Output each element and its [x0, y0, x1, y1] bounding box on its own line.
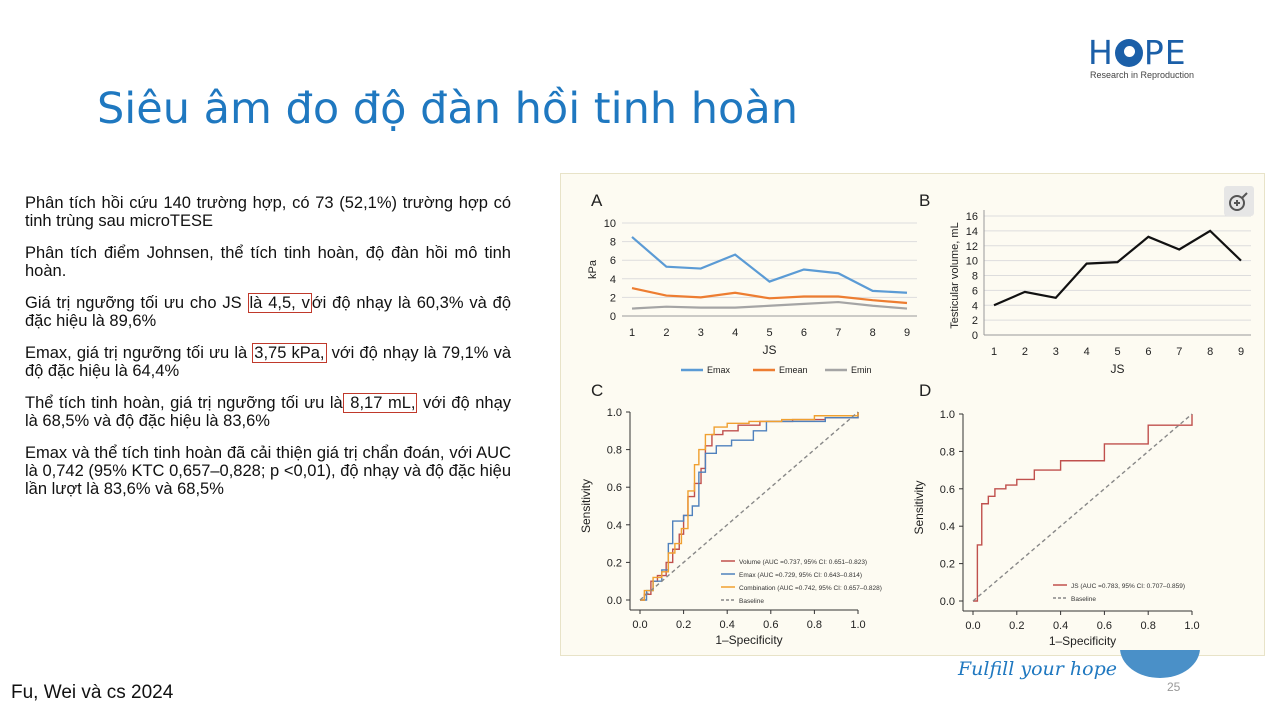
y-tick-label: 6 — [971, 285, 978, 298]
body-paragraph-2: Phân tích điểm Johnsen, thể tích tinh hoàn, độ đàn hồi mô tinh hoàn. — [25, 244, 511, 280]
x-tick-label: 0.0 — [965, 620, 981, 632]
x-tick-label: 2 — [663, 327, 670, 339]
text-segment: Emax, giá trị ngưỡng tối ưu là — [25, 344, 253, 362]
x-tick-label: 0.4 — [719, 619, 735, 631]
y-tick-label: 4 — [971, 300, 978, 313]
x-tick-label: 5 — [1114, 346, 1121, 358]
highlight-box: là 4,5, v — [249, 294, 310, 312]
zoom-button[interactable] — [1224, 186, 1254, 216]
y-tick-label: 0.2 — [606, 557, 622, 570]
legend-label: Emin — [851, 365, 872, 375]
x-tick-label: 0.6 — [1096, 620, 1113, 632]
y-tick-label: 16 — [965, 211, 978, 223]
zoom-in-icon — [1224, 186, 1254, 216]
x-axis-label: JS — [762, 343, 777, 357]
y-tick-label: 0.2 — [939, 558, 955, 571]
y-tick-label: 0.0 — [606, 595, 622, 607]
panel-label: B — [919, 191, 931, 210]
y-tick-label: 0 — [971, 330, 978, 342]
x-tick-label: 2 — [1021, 346, 1028, 358]
x-tick-label: 6 — [1145, 346, 1152, 358]
text-segment: Giá trị ngưỡng tối ưu cho JS — [25, 294, 248, 312]
logo-eye-icon — [1115, 39, 1143, 67]
y-tick-label: 2 — [971, 315, 978, 328]
slide-body — [25, 194, 511, 512]
page-number: 25 — [1167, 680, 1181, 694]
y-tick-label: 10 — [603, 218, 616, 230]
x-tick-label: 5 — [766, 327, 773, 339]
y-axis-label: Sensitivity — [912, 480, 926, 535]
roc-curve — [973, 414, 1192, 601]
panel-label: D — [919, 381, 932, 400]
y-tick-label: 0.0 — [939, 596, 955, 608]
figure-charts — [561, 174, 1264, 655]
y-tick-label: 0 — [609, 311, 616, 323]
figure-panel — [560, 173, 1265, 656]
y-tick-label: 8 — [971, 270, 978, 283]
y-axis-label: Sensitivity — [579, 478, 593, 534]
x-tick-label: 1 — [990, 346, 998, 358]
series-line-volume — [994, 231, 1241, 305]
panel-label: A — [591, 191, 603, 210]
x-tick-label: 3 — [697, 327, 704, 339]
body-paragraph-5 — [25, 394, 511, 430]
logo-swoosh — [1120, 650, 1200, 680]
body-paragraph-6: Emax và thể tích tinh hoàn đã cải thiện giá trị chẩn đoán, với AUC là 0,742 (95% KTC 0,657–0,828; p <0,01), độ nhạy và độ đặc hiệu lần lượt là 83,6% và 68,5% — [25, 444, 511, 498]
x-axis-label: 1–Specificity — [1048, 634, 1117, 648]
hope-logo — [1088, 33, 1208, 84]
x-tick-label: 9 — [1237, 346, 1245, 358]
highlight-box: 3,75 kPa, — [254, 344, 325, 362]
x-tick-label: 6 — [800, 327, 807, 339]
y-tick-label: 12 — [965, 240, 978, 253]
x-tick-label: 4 — [1083, 346, 1090, 358]
legend-label: Combination (AUC =0.742, 95% CI: 0.657–0.828) — [739, 585, 882, 592]
y-axis-label: Testicular volume, mL — [949, 222, 961, 329]
x-axis-label: 1–Specificity — [715, 633, 783, 647]
legend-label: Baseline — [1071, 596, 1096, 603]
highlight-box: 8,17 mL, — [344, 394, 416, 412]
x-tick-label: 0.2 — [675, 619, 692, 631]
legend-label: Emax — [707, 365, 731, 375]
legend-label: Volume (AUC =0.737, 95% CI: 0.651–0.823) — [739, 559, 868, 566]
slide-title: Siêu âm đo độ đàn hồi tinh hoàn — [97, 84, 798, 134]
x-tick-label: 8 — [1207, 346, 1214, 358]
text-segment: với độ nhạy là 79,1% và độ đặc hiệu là 64,4% — [25, 344, 511, 380]
series-line-emax — [632, 237, 907, 293]
text-segment: ới độ nhạy là 60,3% và độ đặc hiệu là 89,6% — [25, 294, 511, 330]
y-tick-label: 2 — [609, 292, 616, 305]
text-segment: Thể tích tinh hoàn, giá trị ngưỡng tối ưu là — [25, 394, 343, 412]
legend-label: Emax (AUC =0.729, 95% CI: 0.643–0.814) — [739, 572, 863, 579]
y-tick-label: 1.0 — [606, 407, 622, 419]
x-tick-label: 4 — [732, 327, 739, 339]
slogan: Fulfill your hope — [958, 658, 1117, 680]
legend-label: Emean — [779, 365, 808, 375]
text-segment: với độ nhạy là 68,5% và độ đặc hiệu là 83,6% — [25, 394, 511, 430]
legend-label: Baseline — [739, 598, 764, 605]
x-tick-label: 1.0 — [1184, 620, 1200, 632]
x-tick-label: 1 — [628, 327, 636, 339]
x-tick-label: 7 — [835, 327, 842, 339]
series-line-emean — [632, 288, 907, 303]
y-tick-label: 0.4 — [606, 519, 622, 532]
body-paragraph-1: Phân tích hồi cứu 140 trường hợp, có 73 (52,1%) trường hợp có tinh trùng sau microTESE — [25, 194, 511, 230]
x-tick-label: 3 — [1052, 346, 1059, 358]
y-tick-label: 8 — [609, 236, 616, 249]
y-tick-label: 1.0 — [939, 409, 955, 421]
y-tick-label: 0.4 — [939, 521, 955, 534]
y-tick-label: 10 — [965, 255, 978, 268]
x-tick-label: 0.0 — [632, 619, 648, 631]
panel-label: C — [591, 381, 604, 400]
logo-tagline: Research in Reproduction — [1090, 70, 1195, 80]
x-tick-label: 0.8 — [806, 619, 823, 631]
x-tick-label: 0.2 — [1009, 620, 1025, 632]
y-tick-label: 0.8 — [939, 446, 955, 459]
logo-wordmark: H PE — [1088, 33, 1187, 72]
citation: Fu, Wei và cs 2024 — [11, 682, 174, 703]
x-tick-label: 1.0 — [850, 619, 866, 631]
y-axis-label: kPa — [587, 260, 599, 279]
x-tick-label: 0.4 — [1052, 620, 1069, 632]
legend-label: JS (AUC =0.783, 95% CI: 0.707–0.859) — [1071, 583, 1185, 590]
x-tick-label: 7 — [1176, 346, 1183, 358]
x-axis-label: JS — [1110, 362, 1125, 376]
x-tick-label: 0.6 — [763, 619, 779, 631]
y-tick-label: 14 — [965, 225, 978, 238]
y-tick-label: 6 — [609, 255, 616, 268]
body-paragraph-4 — [25, 344, 511, 380]
y-tick-label: 4 — [609, 273, 616, 286]
y-tick-label: 0.6 — [939, 483, 955, 496]
y-tick-label: 0.8 — [606, 444, 622, 457]
series-line-emin — [632, 302, 907, 309]
x-tick-label: 0.8 — [1140, 620, 1156, 632]
body-paragraph-3 — [25, 294, 511, 330]
y-tick-label: 0.6 — [606, 482, 622, 495]
x-tick-label: 9 — [903, 327, 911, 339]
x-tick-label: 8 — [869, 327, 876, 339]
